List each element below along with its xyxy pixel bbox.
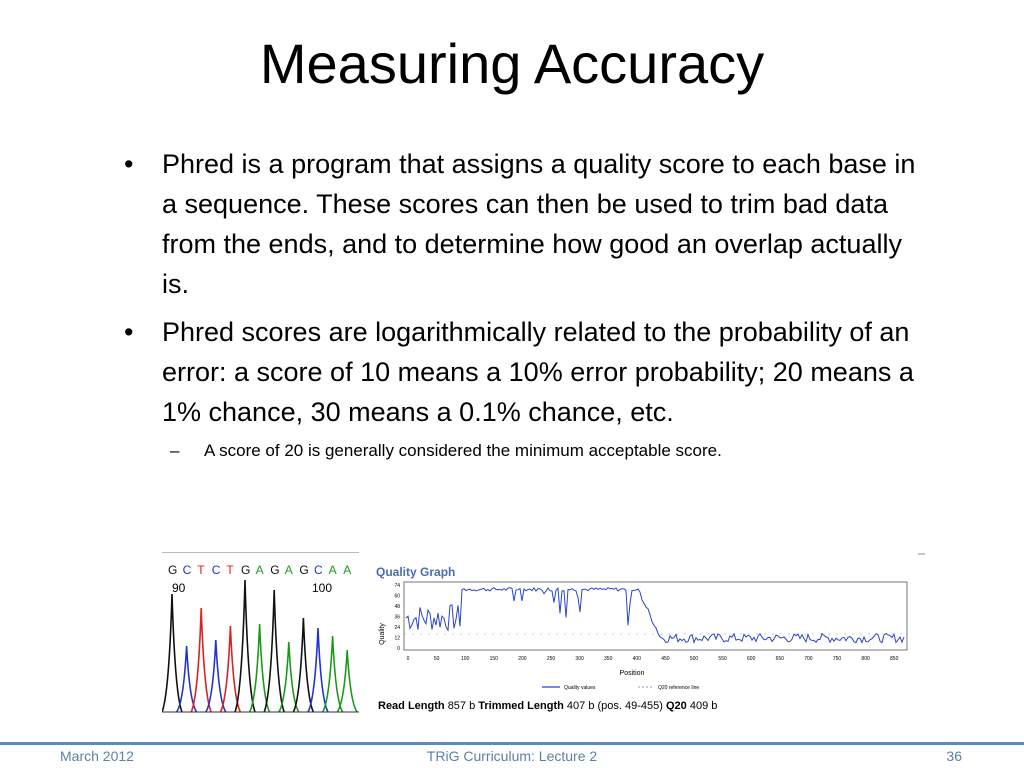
y-tick-label: 12 — [394, 635, 400, 642]
y-tick-label: 48 — [394, 604, 400, 610]
quality-graph-title: Quality Graph — [376, 565, 456, 579]
legend-q20-reference: Q20 reference line — [658, 685, 700, 691]
bullet-text: Phred scores are logarithmically related to the probability of an error: a score of 10 means a 10% error probability; 20 means a 1% chance, 30 means a 0.1% chance, etc. — [162, 317, 914, 427]
base-call-letter: G — [299, 563, 309, 577]
x-tick-label: 800 — [861, 656, 870, 662]
y-tick-label: 74 — [394, 583, 400, 589]
base-call-letter: C — [314, 563, 323, 577]
chromatogram-border — [162, 552, 359, 553]
footer-date: March 2012 — [60, 748, 134, 764]
x-tick-label: 250 — [546, 656, 556, 662]
sub-bullet-text: A score of 20 is generally considered the minimum acceptable score. — [204, 441, 722, 460]
base-call-letter: A — [255, 563, 264, 577]
base-call-letter: G — [168, 563, 178, 577]
bullet-phred-program — [124, 144, 924, 304]
bullet-mark: • — [124, 149, 134, 179]
x-tick-label: 100 — [461, 656, 470, 662]
base-call-letter: G — [270, 563, 280, 577]
y-tick-label: 36 — [394, 614, 400, 621]
y-tick-label: 60 — [394, 593, 400, 600]
footer-course: TRiG Curriculum: Lecture 2 — [426, 748, 598, 764]
footer-page-number: 36 — [946, 748, 962, 764]
x-tick-label: 600 — [747, 656, 756, 662]
bullet-mark: • — [124, 317, 134, 347]
base-call-letter: T — [197, 563, 205, 577]
chromatogram-peak — [337, 650, 357, 712]
y-tick-label: 0 — [397, 646, 400, 652]
y-tick-label: 24 — [394, 625, 400, 631]
trimmed-length-label: Trimmed Length — [478, 700, 564, 712]
x-tick-label: 500 — [689, 656, 699, 662]
chromatogram-peak — [264, 590, 284, 712]
trimmed-length-value: 407 b (pos. 49-455) — [566, 700, 663, 712]
read-summary — [378, 700, 717, 712]
read-length-value: 857 b — [447, 700, 476, 712]
x-tick-label: 550 — [718, 656, 727, 662]
quality-graph-image — [370, 552, 926, 720]
sub-bullet-minimum-score — [124, 438, 924, 464]
quality-graph — [370, 552, 926, 720]
x-tick-label: 750 — [832, 656, 842, 662]
chromatogram-peak — [323, 636, 343, 712]
q20-value: 409 b — [689, 700, 718, 712]
bullet-text: Phred is a program that assigns a quality score to each base in a sequence. These scores can then be used to trim bad data from the ends, and to determine how good an overlap actually is. — [162, 149, 916, 299]
legend-quality-values: Quality values — [564, 685, 596, 691]
chromatogram-peak — [206, 640, 226, 712]
base-call-letter: T — [226, 563, 234, 577]
x-tick-label: 150 — [489, 656, 498, 662]
base-call-letter: G — [241, 563, 251, 577]
chromatogram-peak — [293, 618, 313, 712]
bullet-phred-scores — [124, 312, 924, 432]
sub-bullet-mark: – — [170, 441, 180, 460]
q20-label: Q20 — [665, 700, 687, 712]
chromatogram-image — [162, 552, 359, 720]
quality-values-line — [406, 588, 904, 643]
quality-y-label: Quality — [379, 623, 386, 645]
x-tick-label: 450 — [661, 656, 670, 662]
position-label-100: 100 — [312, 581, 333, 595]
base-call-letter: A — [284, 563, 293, 577]
chromatogram-peak — [308, 628, 328, 712]
x-tick-label: 400 — [632, 656, 641, 662]
read-length-label: Read Length — [378, 700, 445, 712]
base-call-letter: A — [328, 563, 337, 577]
x-tick-label: 300 — [575, 656, 584, 662]
chromatogram-peak — [191, 608, 211, 712]
base-call-letter: A — [343, 563, 352, 577]
x-tick-label: 200 — [518, 656, 527, 662]
x-tick-label: 700 — [804, 656, 813, 662]
slide-title: Measuring Accuracy — [259, 32, 765, 95]
slide-content — [124, 144, 924, 464]
base-call-letter: C — [182, 563, 192, 577]
x-tick-label: 350 — [604, 656, 613, 662]
quality-x-label: Position — [619, 670, 645, 677]
position-label-90: 90 — [172, 581, 186, 595]
x-tick-label: 850 — [890, 656, 899, 662]
base-call-letter: C — [211, 563, 221, 577]
chromatogram-plot — [162, 552, 359, 720]
x-tick-label: 0 — [406, 656, 410, 662]
footer-divider — [0, 742, 1024, 745]
chromatogram-peak — [235, 580, 255, 712]
x-tick-label: 50 — [433, 656, 440, 662]
x-tick-label: 650 — [775, 656, 784, 662]
chromatogram-peak — [162, 594, 182, 712]
